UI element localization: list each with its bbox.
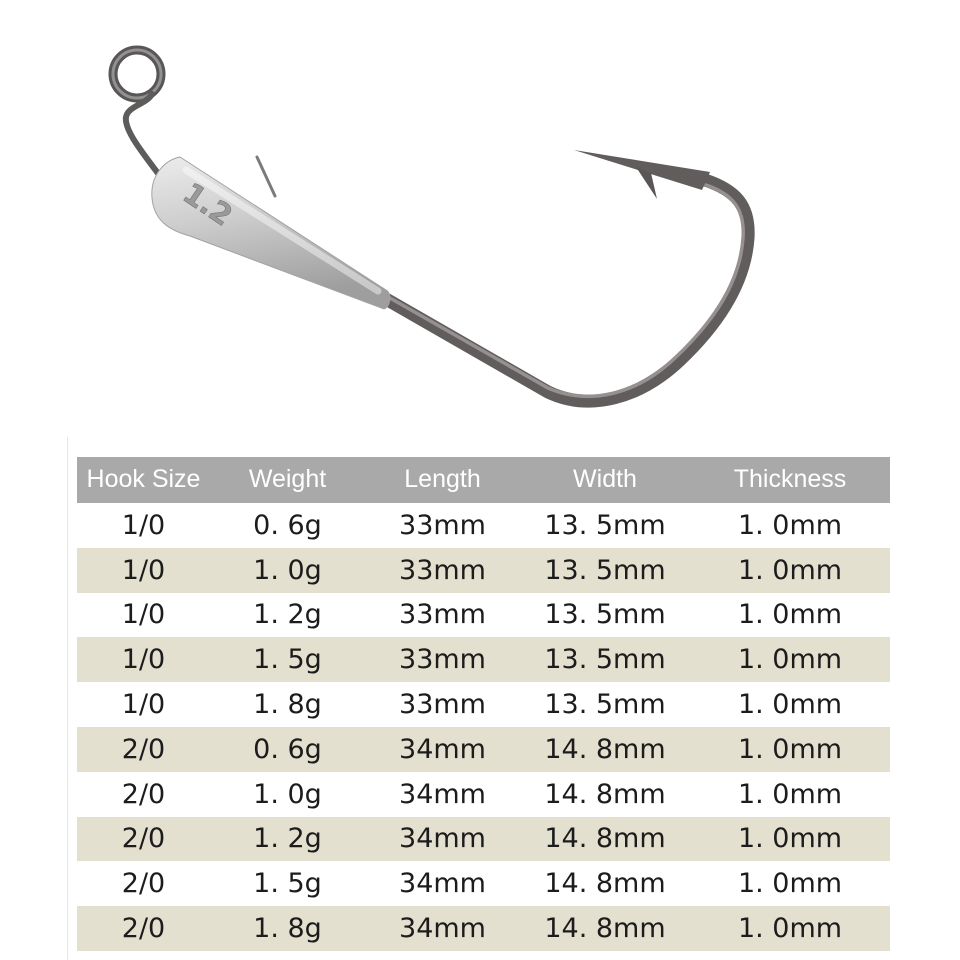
cell-length: 33mm: [399, 599, 486, 631]
cell-thickness: 1. 0mm: [737, 868, 843, 900]
cell-thickness: 1. 0mm: [737, 554, 843, 586]
table-row: [77, 593, 890, 638]
table-frame-line: [67, 437, 68, 960]
cell-thickness: 1. 0mm: [737, 778, 843, 810]
cell-width: 13. 5mm: [544, 554, 666, 586]
cell-length: 34mm: [399, 778, 486, 810]
hook-image: [0, 0, 960, 440]
cell-weight: 1. 2g: [253, 599, 322, 631]
wire-keeper: [257, 157, 275, 196]
cell-thickness: 1. 0mm: [737, 733, 843, 765]
table-row: [77, 906, 890, 951]
cell-hook-size: 2/0: [121, 913, 166, 945]
hook-eye-wire: [126, 94, 160, 176]
cell-length: 34mm: [399, 823, 486, 855]
head-marking: 1.2: [176, 175, 239, 233]
cell-hook-size: 1/0: [121, 644, 166, 676]
cell-hook-size: 1/0: [121, 509, 166, 541]
cell-width: 14. 8mm: [544, 913, 666, 945]
cell-hook-size: 1/0: [121, 689, 166, 721]
cell-width: 13. 5mm: [544, 644, 666, 676]
cell-weight: 1. 5g: [253, 644, 322, 676]
table-header-row: [77, 457, 890, 503]
header-weight: Weight: [248, 464, 327, 493]
cell-hook-size: 2/0: [121, 823, 166, 855]
table-row: [77, 637, 890, 682]
cell-width: 13. 5mm: [544, 599, 666, 631]
table-row: [77, 727, 890, 772]
cell-hook-size: 2/0: [121, 733, 166, 765]
cell-length: 33mm: [399, 509, 486, 541]
cell-width: 14. 8mm: [544, 868, 666, 900]
hook-eye-highlight: [113, 50, 161, 98]
cell-length: 34mm: [399, 868, 486, 900]
cell-length: 34mm: [399, 913, 486, 945]
cell-weight: 0. 6g: [253, 509, 322, 541]
hook-shank: [386, 180, 748, 401]
header-thickness: Thickness: [733, 464, 847, 493]
cell-thickness: 1. 0mm: [737, 509, 843, 541]
table-row: [77, 682, 890, 727]
cell-length: 34mm: [399, 733, 486, 765]
hook-drawing: [0, 0, 960, 440]
cell-weight: 1. 0g: [253, 778, 322, 810]
hook-lead-head: [152, 157, 390, 309]
spec-table: [77, 457, 890, 951]
table-row: [77, 548, 890, 593]
table-row: [77, 817, 890, 862]
table-row: [77, 772, 890, 817]
cell-hook-size: 1/0: [121, 599, 166, 631]
cell-hook-size: 2/0: [121, 778, 166, 810]
cell-thickness: 1. 0mm: [737, 823, 843, 855]
cell-length: 33mm: [399, 554, 486, 586]
cell-hook-size: 1/0: [121, 554, 166, 586]
table-row: [77, 861, 890, 906]
cell-width: 14. 8mm: [544, 823, 666, 855]
cell-weight: 1. 2g: [253, 823, 322, 855]
cell-width: 13. 5mm: [544, 689, 666, 721]
cell-width: 14. 8mm: [544, 778, 666, 810]
header-length: Length: [404, 464, 481, 493]
cell-length: 33mm: [399, 644, 486, 676]
cell-hook-size: 2/0: [121, 868, 166, 900]
cell-thickness: 1. 0mm: [737, 599, 843, 631]
cell-weight: 1. 5g: [253, 868, 322, 900]
header-hook-size: Hook Size: [86, 464, 201, 493]
cell-thickness: 1. 0mm: [737, 644, 843, 676]
header-width: Width: [573, 464, 637, 493]
hook-shank-highlight: [390, 185, 743, 396]
cell-weight: 1. 0g: [253, 554, 322, 586]
cell-weight: 1. 8g: [253, 689, 322, 721]
cell-weight: 0. 6g: [253, 733, 322, 765]
cell-thickness: 1. 0mm: [737, 689, 843, 721]
table-row: [77, 503, 890, 548]
cell-thickness: 1. 0mm: [737, 913, 843, 945]
cell-width: 13. 5mm: [544, 509, 666, 541]
cell-width: 14. 8mm: [544, 733, 666, 765]
cell-weight: 1. 8g: [253, 913, 322, 945]
cell-length: 33mm: [399, 689, 486, 721]
